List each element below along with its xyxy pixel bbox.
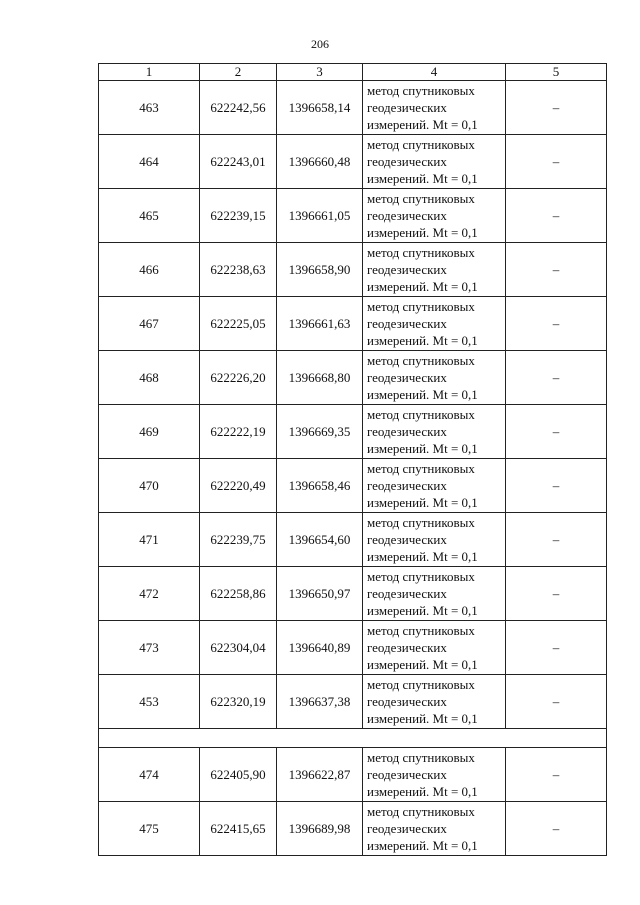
point-number-cell: 475 — [99, 802, 200, 856]
x-coordinate-cell: 622243,01 — [200, 135, 277, 189]
table-row — [99, 351, 607, 405]
y-coordinate-cell: 1396622,87 — [277, 748, 363, 802]
y-coordinate-cell: 1396689,98 — [277, 802, 363, 856]
table-row — [99, 189, 607, 243]
method-line: метод спутниковых — [367, 623, 475, 638]
method-cell — [363, 459, 506, 513]
table-header-row — [99, 64, 607, 81]
table-row — [99, 405, 607, 459]
note-cell: – — [506, 243, 607, 297]
method-line: измерений. Mt = 0,1 — [367, 171, 478, 186]
method-cell — [363, 351, 506, 405]
table-row — [99, 802, 607, 856]
method-line: метод спутниковых — [367, 353, 475, 368]
x-coordinate-cell: 622222,19 — [200, 405, 277, 459]
method-line: геодезических — [367, 640, 447, 655]
y-coordinate-cell: 1396661,63 — [277, 297, 363, 351]
method-line: измерений. Mt = 0,1 — [367, 784, 478, 799]
table-row — [99, 81, 607, 135]
y-coordinate-cell: 1396669,35 — [277, 405, 363, 459]
method-line: метод спутниковых — [367, 569, 475, 584]
method-line: метод спутниковых — [367, 804, 475, 819]
note-cell: – — [506, 81, 607, 135]
table-row — [99, 513, 607, 567]
method-line: измерений. Mt = 0,1 — [367, 838, 478, 853]
x-coordinate-cell: 622304,04 — [200, 621, 277, 675]
point-number-cell: 467 — [99, 297, 200, 351]
method-line: метод спутниковых — [367, 299, 475, 314]
header-cell-1: 1 — [99, 64, 200, 81]
y-coordinate-cell: 1396658,46 — [277, 459, 363, 513]
x-coordinate-cell: 622225,05 — [200, 297, 277, 351]
x-coordinate-cell: 622239,75 — [200, 513, 277, 567]
header-cell-2: 2 — [200, 64, 277, 81]
gap-cell — [99, 729, 607, 748]
page-number: 206 — [311, 37, 329, 51]
method-line: измерений. Mt = 0,1 — [367, 441, 478, 456]
header-cell-4: 4 — [363, 64, 506, 81]
x-coordinate-cell: 622405,90 — [200, 748, 277, 802]
x-coordinate-cell: 622320,19 — [200, 675, 277, 729]
point-number-cell: 473 — [99, 621, 200, 675]
point-number-cell: 474 — [99, 748, 200, 802]
method-line: измерений. Mt = 0,1 — [367, 603, 478, 618]
x-coordinate-cell: 622239,15 — [200, 189, 277, 243]
method-line: метод спутниковых — [367, 137, 475, 152]
method-line: измерений. Mt = 0,1 — [367, 117, 478, 132]
note-cell: – — [506, 567, 607, 621]
method-line: геодезических — [367, 370, 447, 385]
method-line: геодезических — [367, 154, 447, 169]
y-coordinate-cell: 1396660,48 — [277, 135, 363, 189]
method-cell — [363, 621, 506, 675]
method-cell — [363, 81, 506, 135]
note-cell: – — [506, 621, 607, 675]
x-coordinate-cell: 622258,86 — [200, 567, 277, 621]
method-line: геодезических — [367, 208, 447, 223]
table-row — [99, 459, 607, 513]
table-gap-row — [99, 729, 607, 748]
header-cell-3: 3 — [277, 64, 363, 81]
header-cell-5: 5 — [506, 64, 607, 81]
method-line: геодезических — [367, 262, 447, 277]
method-line: геодезических — [367, 316, 447, 331]
method-line: геодезических — [367, 586, 447, 601]
method-line: измерений. Mt = 0,1 — [367, 279, 478, 294]
method-line: геодезических — [367, 478, 447, 493]
x-coordinate-cell: 622415,65 — [200, 802, 277, 856]
point-number-cell: 453 — [99, 675, 200, 729]
y-coordinate-cell: 1396658,90 — [277, 243, 363, 297]
note-cell: – — [506, 189, 607, 243]
method-line: измерений. Mt = 0,1 — [367, 549, 478, 564]
x-coordinate-cell: 622220,49 — [200, 459, 277, 513]
method-line: измерений. Mt = 0,1 — [367, 387, 478, 402]
x-coordinate-cell: 622242,56 — [200, 81, 277, 135]
method-line: измерений. Mt = 0,1 — [367, 225, 478, 240]
point-number-cell: 466 — [99, 243, 200, 297]
note-cell: – — [506, 459, 607, 513]
note-cell: – — [506, 675, 607, 729]
point-number-cell: 468 — [99, 351, 200, 405]
x-coordinate-cell: 622226,20 — [200, 351, 277, 405]
method-line: метод спутниковых — [367, 750, 475, 765]
table-row — [99, 621, 607, 675]
table-row — [99, 243, 607, 297]
point-number-cell: 469 — [99, 405, 200, 459]
method-cell — [363, 189, 506, 243]
table-row — [99, 567, 607, 621]
coordinates-table-body — [99, 64, 607, 856]
method-line: измерений. Mt = 0,1 — [367, 657, 478, 672]
method-cell — [363, 567, 506, 621]
y-coordinate-cell: 1396661,05 — [277, 189, 363, 243]
note-cell: – — [506, 513, 607, 567]
method-cell — [363, 675, 506, 729]
method-cell — [363, 748, 506, 802]
method-line: метод спутниковых — [367, 191, 475, 206]
point-number-cell: 470 — [99, 459, 200, 513]
method-cell — [363, 243, 506, 297]
method-line: метод спутниковых — [367, 407, 475, 422]
method-line: геодезических — [367, 694, 447, 709]
point-number-cell: 471 — [99, 513, 200, 567]
y-coordinate-cell: 1396654,60 — [277, 513, 363, 567]
point-number-cell: 472 — [99, 567, 200, 621]
table-row — [99, 135, 607, 189]
note-cell: – — [506, 351, 607, 405]
note-cell: – — [506, 405, 607, 459]
note-cell: – — [506, 135, 607, 189]
method-line: геодезических — [367, 767, 447, 782]
note-cell: – — [506, 748, 607, 802]
method-line: метод спутниковых — [367, 515, 475, 530]
method-line: геодезических — [367, 100, 447, 115]
coordinates-table — [98, 63, 607, 856]
method-line: метод спутниковых — [367, 461, 475, 476]
note-cell: – — [506, 802, 607, 856]
point-number-cell: 464 — [99, 135, 200, 189]
method-line: метод спутниковых — [367, 677, 475, 692]
y-coordinate-cell: 1396658,14 — [277, 81, 363, 135]
table-row — [99, 675, 607, 729]
method-cell — [363, 405, 506, 459]
x-coordinate-cell: 622238,63 — [200, 243, 277, 297]
method-line: метод спутниковых — [367, 83, 475, 98]
method-line: измерений. Mt = 0,1 — [367, 333, 478, 348]
method-cell — [363, 135, 506, 189]
table-row — [99, 748, 607, 802]
method-line: геодезических — [367, 532, 447, 547]
y-coordinate-cell: 1396640,89 — [277, 621, 363, 675]
point-number-cell: 465 — [99, 189, 200, 243]
method-line: метод спутниковых — [367, 245, 475, 260]
method-line: измерений. Mt = 0,1 — [367, 495, 478, 510]
point-number-cell: 463 — [99, 81, 200, 135]
method-cell — [363, 802, 506, 856]
method-line: геодезических — [367, 821, 447, 836]
y-coordinate-cell: 1396668,80 — [277, 351, 363, 405]
y-coordinate-cell: 1396650,97 — [277, 567, 363, 621]
y-coordinate-cell: 1396637,38 — [277, 675, 363, 729]
method-line: измерений. Mt = 0,1 — [367, 711, 478, 726]
method-cell — [363, 513, 506, 567]
method-line: геодезических — [367, 424, 447, 439]
method-cell — [363, 297, 506, 351]
note-cell: – — [506, 297, 607, 351]
table-row — [99, 297, 607, 351]
